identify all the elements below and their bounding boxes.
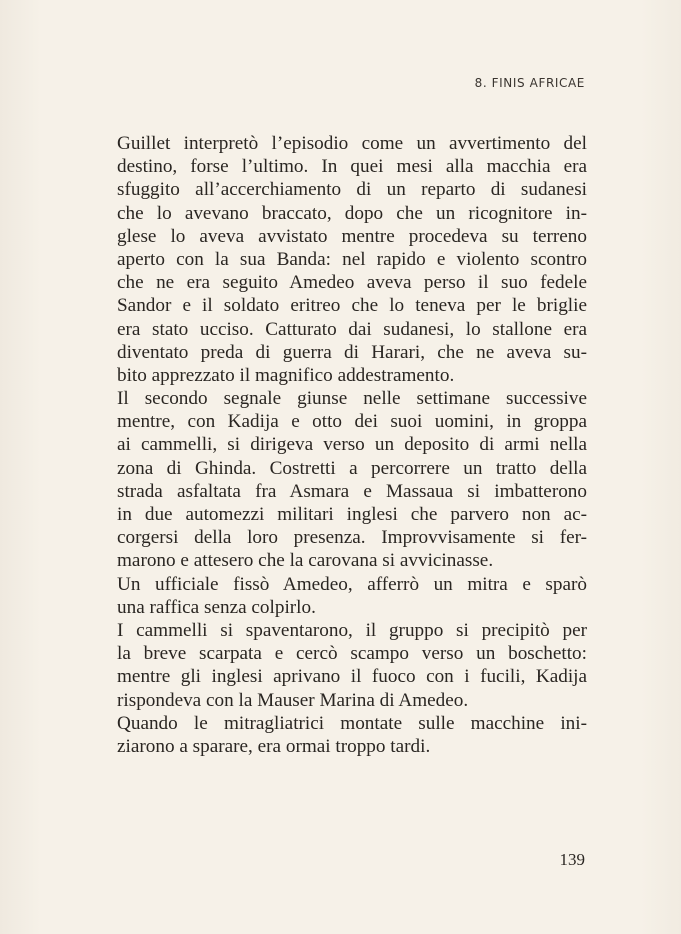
text-line: strada asfaltata fra Asmara e Massaua si imbatterono bbox=[117, 480, 587, 502]
text-line: Guillet interpretò l’episodio come un avvertimento del bbox=[117, 133, 587, 154]
text-line: Sandor e il soldato eritreo che lo teneva per le briglie bbox=[117, 295, 587, 317]
text-line: corgersi della loro presenza. Improvvisamente si fer- bbox=[117, 527, 587, 549]
text-line: I cammelli si spaventarono, il gruppo si precipitò per bbox=[117, 619, 587, 641]
running-header: 8. FINIS AFRICAE bbox=[474, 76, 585, 90]
body-text bbox=[117, 132, 587, 758]
text-line: Quando le mitragliatrici montate sulle macchine ini- bbox=[117, 712, 587, 734]
text-line: Il secondo segnale giunse nelle settimane successive bbox=[117, 388, 587, 410]
text-line: mentre gli inglesi aprivano il fuoco con i fucili, Kadija bbox=[117, 666, 587, 688]
text-line: zona di Ghinda. Costretti a percorrere un tratto della bbox=[117, 457, 587, 479]
text-line: aperto con la sua Banda: nel rapido e violento scontro bbox=[117, 248, 587, 270]
text-line: ai cammelli, si dirigeva verso un deposito di armi nella bbox=[117, 434, 587, 456]
text-line: Un ufficiale fissò Amedeo, afferrò un mitra e sparò bbox=[117, 573, 587, 595]
text-line: che ne era seguito Amedeo aveva perso il suo fedele bbox=[117, 272, 587, 294]
text-line: la breve scarpata e cercò scampo verso un boschetto: bbox=[117, 643, 587, 665]
text-line: sfuggito all’accerchiamento di un reparto di sudanesi bbox=[117, 179, 587, 201]
text-line: che lo avevano braccato, dopo che un ricognitore in- bbox=[117, 202, 587, 224]
text-line: era stato ucciso. Catturato dai sudanesi, lo stallone era bbox=[117, 318, 587, 340]
text-line: ziarono a sparare, era ormai troppo tardi. bbox=[117, 735, 431, 757]
text-line: destino, forse l’ultimo. In quei mesi alla macchia era bbox=[117, 156, 587, 178]
text-line: in due automezzi militari inglesi che parvero non ac- bbox=[117, 504, 587, 525]
text-line: una raffica senza colpirlo. bbox=[117, 596, 316, 618]
text-line: rispondeva con la Mauser Marina di Amedeo. bbox=[117, 689, 469, 711]
text-line: glese lo aveva avvistato mentre procedeva su terreno bbox=[117, 225, 587, 247]
text-line: diventato preda di guerra di Harari, che ne aveva su- bbox=[117, 341, 587, 363]
page-number: 139 bbox=[559, 850, 585, 869]
text-line: bito apprezzato il magnifico addestramento. bbox=[117, 364, 455, 386]
text-line: mentre, con Kadija e otto dei suoi uomini, in groppa bbox=[117, 411, 587, 433]
text-line: marono e attesero che la carovana si avvicinasse. bbox=[117, 550, 494, 572]
